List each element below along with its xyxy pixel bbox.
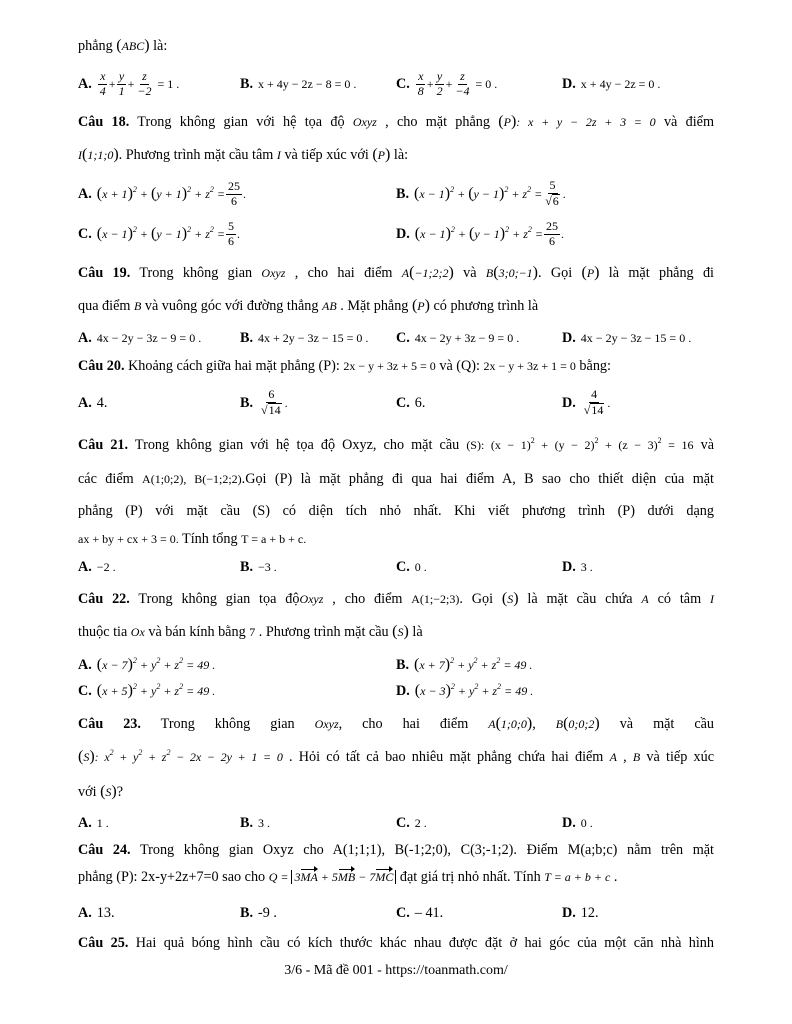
- q18-options-cd: [0, 214, 792, 254]
- top-abc: (ABC): [116, 37, 150, 54]
- q22-option-c[interactable]: C. $(x + 5)^2 + y^2 + z^2 = 49$ .: [78, 682, 216, 699]
- q24-option-b[interactable]: B. -9 .: [240, 904, 277, 921]
- q19-option-d[interactable]: D. 4x − 2y − 3z − 15 = 0 .: [562, 329, 692, 346]
- q20-option-c[interactable]: C. 6.: [396, 394, 426, 411]
- top-text-post: là:: [153, 38, 168, 54]
- q21-line3: phẳng (P) với mặt cầu (S) có diện tích nhỏ nhất. Khi viết phương trình (P) dưới dạng: [78, 503, 714, 519]
- q19-options: [0, 318, 792, 358]
- q22-options-cd: [0, 671, 792, 711]
- q18-option-b[interactable]: B. $(x - 1)^2 + (y - 1)^2 + z^2$ = 5 √ 6 .: [396, 178, 566, 208]
- q23-options: [0, 803, 792, 843]
- q20-line1: Câu 20. Khoảng cách giữa hai mặt phẳng (P): 2x − y + 3z + 5 = 0 và (Q): 2x − y + 3z + 1 = 0 bằng:: [78, 358, 611, 374]
- q25-line1: Câu 25. Hai quả bóng hình cầu có kích thước khác nhau được đặt ở hai góc của một căn nhà hình: [78, 935, 714, 951]
- q18-option-a[interactable]: A. $(x + 1)^2 + (y + 1)^2 + z^2$ = $\frac{25}{6}$ .: [78, 178, 246, 208]
- q21-option-a[interactable]: A. −2 .: [78, 558, 116, 575]
- q22-option-d[interactable]: D. $(x - 3)^2 + y^2 + z^2 = 49$ .: [396, 682, 534, 699]
- q20-option-d[interactable]: D. 4 √ 14 .: [562, 387, 611, 417]
- top-text-pre: phẳng: [78, 38, 113, 54]
- q20-option-b[interactable]: B. 6 √ 14 .: [240, 387, 288, 417]
- top-options: [0, 64, 792, 104]
- top-line: [78, 38, 167, 54]
- q21-option-d[interactable]: D. 3 .: [562, 558, 593, 575]
- q19-option-a[interactable]: A. 4x − 2y − 3z − 9 = 0 .: [78, 329, 202, 346]
- q23-option-b[interactable]: B. 3 .: [240, 814, 271, 831]
- q24-line1: Câu 24. Trong không gian Oxyz cho A(1;1;1), B(-1;2;0), C(3;-1;2). Điểm M(a;b;c) nằm trên mặt: [78, 842, 714, 858]
- q23-option-a[interactable]: A. 1 .: [78, 814, 109, 831]
- q22-option-a[interactable]: A. $(x - 7)^2 + y^2 + z^2 = 49$ .: [78, 656, 216, 673]
- q24-option-d[interactable]: D. 12.: [562, 904, 599, 921]
- q18-option-c[interactable]: C. $(x - 1)^2 + (y - 1)^2 + z^2$ = $\frac{5}{6}$ .: [78, 218, 240, 248]
- q18-option-d[interactable]: D. $(x - 1)^2 + (y - 1)^2 + z^2$ = $\frac{25}{6}$ .: [396, 218, 564, 248]
- q24-options: [0, 893, 792, 933]
- q21-line4: ax + by + cx + 3 = 0. Tính tổng T = a + b + c.: [78, 531, 307, 547]
- q21-option-b[interactable]: B. −3 .: [240, 558, 277, 575]
- q23-line1: Câu 23. Trong không gian Oxyz, cho hai điểm A(1;0;0), B(0;0;2) và mặt cầu: [78, 715, 715, 732]
- top-option-c[interactable]: C. $\frac{x}{8}$ + $\frac{y}{2}$ + $\frac{z}{-4}$ = 0 .: [396, 68, 498, 98]
- q24-option-a[interactable]: A. 13.: [78, 904, 115, 921]
- q18-line2: I(1;1;0). Phương trình mặt cầu tâm I và tiếp xúc với (P) là:: [78, 146, 409, 163]
- q19-line1: Câu 19. Trong không gian Oxyz , cho hai điểm A(−1;2;2) và B(3;0;−1). Gọi (P) là mặt phẳng đi: [78, 264, 715, 281]
- q21-option-c[interactable]: C. 0 .: [396, 558, 427, 575]
- q18-line1: Câu 18. Trong không gian với hệ tọa độ Oxyz , cho mặt phẳng (P): x + y − 2z + 3 = 0 và điểm: [78, 113, 714, 130]
- q23-option-c[interactable]: C. 2 .: [396, 814, 427, 831]
- q22-option-b[interactable]: B. $(x + 7)^2 + y^2 + z^2 = 49$ .: [396, 656, 533, 673]
- q22-line1: Câu 22. Trong không gian tọa độOxyz , cho điểm A(1;−2;3). Gọi (S) là mặt cầu chứa A có tâm I: [78, 590, 714, 607]
- q21-line1: Câu 21. Trong không gian với hệ tọa độ Oxyz, cho mặt cầu (S): $(x - 1)^2 + (y - 2)^2 + (z - 3)^2 = 16$ và: [78, 436, 714, 453]
- q23-option-d[interactable]: D. 0 .: [562, 814, 593, 831]
- page-footer: 3/6 - Mã đề 001 - https://toanmath.com/: [284, 963, 508, 978]
- q19-option-b[interactable]: B. 4x + 2y − 3z − 15 = 0 .: [240, 329, 369, 346]
- top-option-a[interactable]: A. $\frac{x}{4}$ + $\frac{y}{1}$ + $\frac{z}{-2}$ = 1 .: [78, 68, 180, 98]
- q24-option-c[interactable]: C. – 41.: [396, 904, 444, 921]
- q21-options: [0, 547, 792, 587]
- q20-option-a[interactable]: A. 4.: [78, 394, 108, 411]
- q19-line2: qua điểm B và vuông góc với đường thẳng AB . Mặt phẳng (P) có phương trình là: [78, 297, 539, 314]
- top-option-d[interactable]: D. x + 4y − 2z = 0 .: [562, 75, 661, 92]
- q21-line2: các điểm A(1;0;2), B(−1;2;2).Gọi (P) là mặt phẳng đi qua hai điểm A, B sao cho thiết diện của mặt: [78, 471, 714, 487]
- top-option-b[interactable]: B. x + 4y − 2z − 8 = 0 .: [240, 75, 357, 92]
- q22-line2: thuộc tia Ox và bán kính bằng 7 . Phương trình mặt cầu (S) là: [78, 623, 423, 640]
- q20-options: [0, 383, 792, 423]
- q18-options-ab: [0, 174, 792, 214]
- q24-line2: phẳng (P): 2x-y+2z+7=0 sao cho Q = 3MA + 5MB − 7MC đạt giá trị nhỏ nhất. Tính T = a + b + c .: [78, 869, 618, 885]
- q23-line2: (S): $x^2 + y^2 + z^2 - 2x - 2y + 1 = 0$ . Hỏi có tất cả bao nhiêu mặt phẳng chứa hai điểm A , B và tiếp xúc: [78, 748, 714, 765]
- q19-option-c[interactable]: C. 4x − 2y + 3z − 9 = 0 .: [396, 329, 520, 346]
- q23-line3: với (S)?: [78, 783, 124, 800]
